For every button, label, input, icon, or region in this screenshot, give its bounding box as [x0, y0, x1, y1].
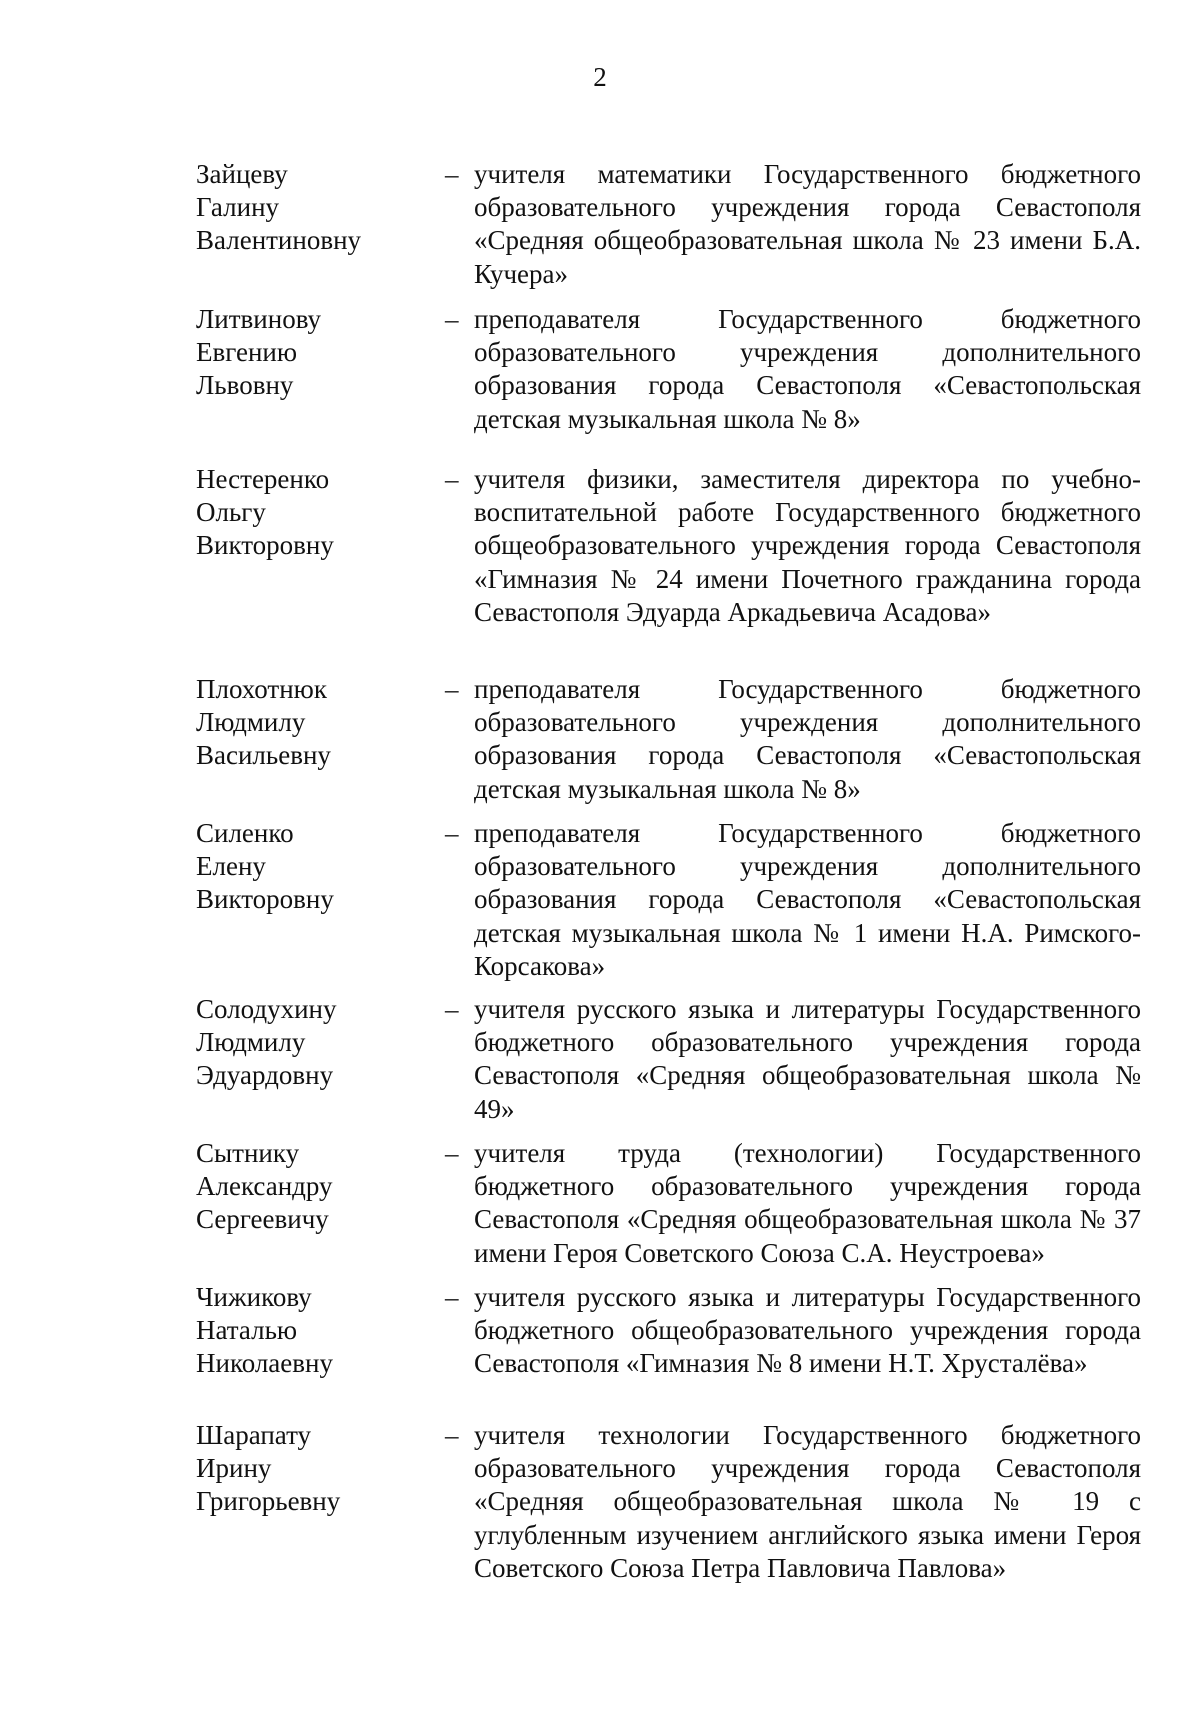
patronymic: Григорьевну: [196, 1486, 341, 1517]
person-name: [196, 1419, 426, 1519]
first-name: Людмилу: [196, 707, 306, 738]
surname: Сытнику: [196, 1138, 300, 1168]
person-name: [196, 1281, 426, 1381]
patronymic: Эдуардовну: [196, 1060, 334, 1091]
first-name: Галину: [196, 192, 280, 223]
dash-separator: –: [445, 464, 459, 494]
dash-separator: –: [445, 159, 459, 189]
surname: Чижикову: [196, 1282, 312, 1312]
first-name: Елену: [196, 851, 266, 882]
first-name: Наталью: [196, 1315, 298, 1346]
dash-separator: –: [445, 994, 459, 1024]
dash-separator: –: [445, 304, 459, 334]
patronymic: Викторовну: [196, 530, 334, 561]
person-name: [196, 1137, 426, 1237]
position-description: учителя труда (технологии) Государственного бюджетного образовательного учреждения города Севастополя «Средняя общеобразовательная школа № 37 имени Героя Советского Союза С.А. Неустроева»: [474, 1138, 1141, 1268]
surname: Солодухину: [196, 994, 337, 1024]
person-name: [196, 993, 426, 1093]
person-name: [196, 673, 426, 773]
person-name: [196, 463, 426, 563]
surname: Нестеренко: [196, 464, 330, 494]
position-description: учителя физики, заместителя директора по учебно-воспитательной работе Государственного бюджетного общеобразовательного учреждения города Севастополя «Гимназия № 24 имени Почетного гражданина города Севастополя Эдуарда Аркадьевича Асадова»: [474, 464, 1141, 627]
first-name: Ирину: [196, 1453, 272, 1484]
first-name: Евгению: [196, 337, 298, 368]
dash-separator: –: [445, 1138, 459, 1168]
person-name: [196, 817, 426, 917]
patronymic: Валентиновну: [196, 225, 362, 256]
position-description: преподавателя Государственного бюджетного образовательного учреждения дополнительного образования города Севастополя «Севастопольская детская музыкальная школа № 8»: [474, 304, 1141, 434]
position-description: учителя технологии Государственного бюджетного образовательного учреждения города Севастополя «Средняя общеобразовательная школа № 19 с углубленным изучением английского языка имени Героя Советского Союза Петра Павловича Павлова»: [474, 1420, 1141, 1583]
surname: Шарапату: [196, 1420, 312, 1450]
dash-separator: –: [445, 818, 459, 848]
position-description: учителя математики Государственного бюджетного образовательного учреждения города Севастополя «Средняя общеобразовательная школа № 23 имени Б.А. Кучера»: [474, 159, 1141, 289]
first-name: Людмилу: [196, 1027, 306, 1058]
position-description: учителя русского языка и литературы Государственного бюджетного образовательного учреждения города Севастополя «Средняя общеобразовательная школа № 49»: [474, 994, 1141, 1124]
dash-separator: –: [445, 1282, 459, 1312]
position-description: учителя русского языка и литературы Государственного бюджетного общеобразовательного учреждения города Севастополя «Гимназия № 8 имени Н.Т. Хрусталёва»: [474, 1282, 1141, 1379]
surname: Зайцеву: [196, 159, 288, 189]
dash-separator: –: [445, 674, 459, 704]
surname: Плохотнюк: [196, 674, 327, 704]
patronymic: Сергеевичу: [196, 1204, 329, 1235]
position-description: преподавателя Государственного бюджетного образовательного учреждения дополнительного образования города Севастополя «Севастопольская детская музыкальная школа № 1 имени Н.А. Римского-Корсакова»: [474, 818, 1141, 981]
person-name: [196, 158, 426, 258]
position-description: преподавателя Государственного бюджетного образовательного учреждения дополнительного образования города Севастополя «Севастопольская детская музыкальная школа № 8»: [474, 674, 1141, 804]
patronymic: Васильевну: [196, 740, 331, 771]
dash-separator: –: [445, 1420, 459, 1450]
patronymic: Николаевну: [196, 1348, 333, 1379]
surname: Силенко: [196, 818, 294, 848]
first-name: Ольгу: [196, 497, 266, 528]
person-name: [196, 303, 426, 403]
patronymic: Львовну: [196, 370, 294, 401]
patronymic: Викторовну: [196, 884, 334, 915]
first-name: Александру: [196, 1171, 333, 1202]
surname: Литвинову: [196, 304, 322, 334]
page-number: 2: [593, 62, 607, 92]
